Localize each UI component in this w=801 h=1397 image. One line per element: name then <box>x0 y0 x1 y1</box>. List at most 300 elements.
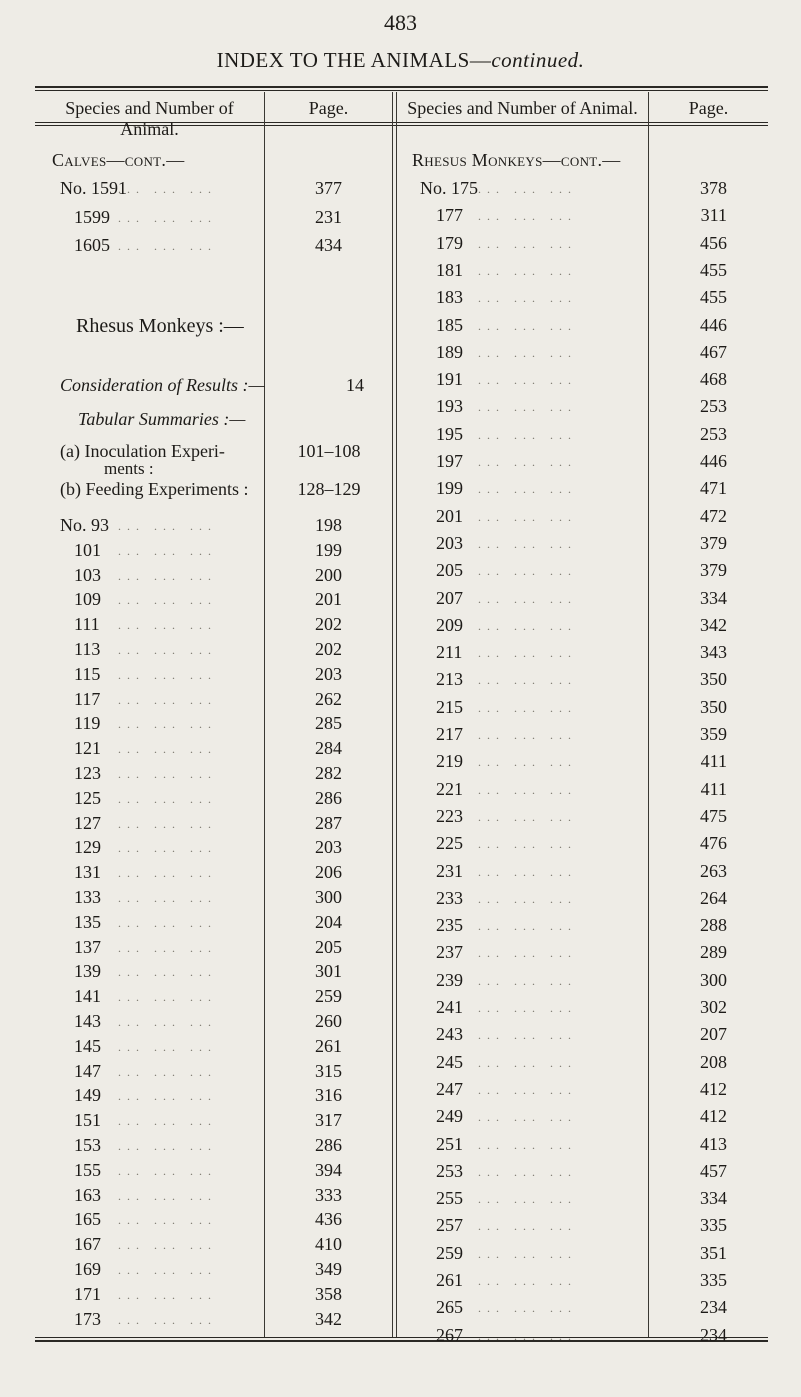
entry-page: 288 <box>700 915 727 936</box>
leader-dots: ... ... ... <box>478 564 577 579</box>
monkey-row <box>0 451 801 475</box>
leader-dots: ... ... ... <box>478 1274 577 1288</box>
entry-number: 243 <box>436 1024 463 1045</box>
leader-dots: ... ... ... <box>118 692 217 707</box>
entry-page: 285 <box>315 713 342 734</box>
entry-number: 225 <box>436 833 463 854</box>
feeding-page: 128–129 <box>297 479 361 499</box>
entry-number: 195 <box>436 423 463 444</box>
entry-page: 286 <box>315 787 342 808</box>
entry-page: 205 <box>315 936 342 957</box>
entry-number: 267 <box>436 1324 463 1345</box>
entry-page: 264 <box>700 887 727 908</box>
leader-dots: ... ... ... <box>118 519 217 533</box>
entry-number: 135 <box>74 911 101 932</box>
rhesus-monkeys-heading: Rhesus Monkeys :— <box>76 315 244 337</box>
entry-number: No. 175 <box>420 178 478 198</box>
entry-page: 263 <box>700 860 727 881</box>
entry-number: 189 <box>436 341 463 362</box>
monkey-row <box>0 178 801 202</box>
entry-number: 253 <box>436 1160 463 1181</box>
leader-dots: ... ... ... <box>118 667 217 682</box>
entry-page: 472 <box>700 505 727 526</box>
entry-number: 219 <box>436 751 463 772</box>
leader-dots: ... ... ... <box>478 700 577 715</box>
entry-number: 223 <box>436 805 463 826</box>
entry-number: 167 <box>74 1234 101 1255</box>
leader-dots: ... ... ... <box>478 1055 577 1070</box>
leader-dots: ... ... ... <box>478 618 577 633</box>
monkey-row <box>0 970 801 994</box>
consideration-page: 14 <box>346 375 364 395</box>
entry-page: 446 <box>700 451 727 471</box>
entry-number: 1605 <box>74 235 110 255</box>
entry-number: 109 <box>74 589 101 610</box>
leader-dots: ... ... ... <box>478 973 577 988</box>
monkey-row <box>0 260 801 284</box>
leader-dots: ... ... ... <box>478 373 577 388</box>
entry-page: 456 <box>700 232 727 253</box>
monkey-row <box>0 233 801 257</box>
entry-page: 200 <box>315 564 342 585</box>
page-number: 483 <box>384 10 417 35</box>
entry-number: 191 <box>436 369 463 390</box>
leader-dots: ... ... ... <box>478 782 577 797</box>
entry-number: 231 <box>436 860 463 881</box>
left-species-header: Species and Number of Animal. <box>65 98 234 139</box>
entry-page: 412 <box>700 1106 727 1127</box>
entry-page: 203 <box>315 837 342 858</box>
leader-dots: ... ... ... <box>118 1139 217 1153</box>
entry-number: 233 <box>436 887 463 908</box>
entry-page: 350 <box>700 696 727 717</box>
entry-page: 253 <box>700 423 727 444</box>
leader-dots: ... ... ... <box>118 182 217 196</box>
entry-number: 245 <box>436 1051 463 1072</box>
monkey-row <box>0 806 801 830</box>
entry-page: 412 <box>700 1078 727 1099</box>
entry-number: 207 <box>436 587 463 608</box>
entry-page: 287 <box>315 812 342 833</box>
monkey-row <box>0 1243 801 1267</box>
entry-page: 350 <box>700 669 727 690</box>
leader-dots: ... ... ... <box>478 673 577 688</box>
leader-dots: ... ... ... <box>478 318 577 333</box>
entry-page: 203 <box>315 663 342 684</box>
leader-dots: ... ... ... <box>478 1110 577 1125</box>
entry-page: 289 <box>700 942 727 963</box>
monkey-row <box>0 560 801 584</box>
entry-number: 201 <box>436 505 463 526</box>
leader-dots: ... ... ... <box>118 866 217 881</box>
entry-page: 300 <box>700 969 727 990</box>
leader-dots: ... ... ... <box>478 427 577 442</box>
leader-dots: ... ... ... <box>478 345 577 360</box>
monkey-row <box>0 205 801 229</box>
monkey-row <box>0 396 801 420</box>
leader-dots: ... ... ... <box>118 1064 217 1079</box>
leader-dots: ... ... ... <box>118 593 217 608</box>
entry-number: 139 <box>74 961 101 982</box>
entry-number: 151 <box>74 1110 101 1131</box>
monkey-row <box>0 424 801 448</box>
entry-page: 202 <box>315 639 342 659</box>
entry-page: 349 <box>315 1259 342 1279</box>
entry-number: 181 <box>436 259 463 280</box>
entry-page: 284 <box>315 738 342 759</box>
entry-page: 259 <box>315 986 342 1007</box>
monkey-row <box>0 1297 801 1321</box>
leader-dots: ... ... ... <box>478 919 577 934</box>
leader-dots: ... ... ... <box>118 717 217 732</box>
entry-number: 239 <box>436 969 463 990</box>
leader-dots: ... ... ... <box>118 1188 217 1203</box>
entry-number: 255 <box>436 1188 463 1209</box>
monkey-row <box>0 1024 801 1048</box>
entry-page: 468 <box>700 369 727 390</box>
leader-dots: ... ... ... <box>478 1246 577 1261</box>
leader-dots: ... ... ... <box>478 1301 577 1316</box>
leader-dots: ... ... ... <box>478 809 577 824</box>
entry-page: 476 <box>700 833 727 854</box>
entry-page: 208 <box>700 1051 727 1072</box>
entry-page: 455 <box>700 287 727 308</box>
left-page-header: Page. <box>308 98 349 118</box>
inoculation-page: 101–108 <box>297 441 361 461</box>
entry-number: 199 <box>436 478 463 499</box>
leader-dots: ... ... ... <box>118 1114 217 1129</box>
leader-dots: ... ... ... <box>478 509 577 524</box>
entry-number: 209 <box>436 614 463 635</box>
leader-dots: ... ... ... <box>478 946 577 961</box>
entry-number: 121 <box>74 738 101 759</box>
entry-number: 143 <box>74 1011 101 1031</box>
entry-page: 351 <box>700 1242 727 1263</box>
rhesus-cont-section-title: Rhesus Monkeys—cont.— <box>412 150 621 170</box>
top-rule-thin <box>35 90 768 91</box>
entry-number: 141 <box>74 986 101 1007</box>
entry-number: 153 <box>74 1135 101 1155</box>
entry-number: 211 <box>436 642 463 663</box>
entry-page: 379 <box>700 560 727 581</box>
monkey-row <box>0 369 801 393</box>
running-head-main: INDEX TO THE ANIMALS— <box>216 48 492 72</box>
entry-page: 234 <box>700 1297 727 1318</box>
monkey-row <box>0 1052 801 1076</box>
monkey-row <box>0 1079 801 1103</box>
entry-page: 410 <box>315 1234 342 1255</box>
entry-number: 111 <box>74 614 100 635</box>
leader-dots: ... ... ... <box>118 1263 217 1277</box>
entry-number: 119 <box>74 713 101 734</box>
entry-number: 177 <box>436 205 463 226</box>
entry-number: 133 <box>74 887 101 907</box>
entry-number: 125 <box>74 787 101 808</box>
entry-page: 333 <box>315 1184 342 1205</box>
monkey-row <box>0 861 801 885</box>
entry-number: 217 <box>436 724 463 744</box>
entry-number: 129 <box>74 837 101 858</box>
entry-page: 300 <box>315 887 342 907</box>
leader-dots: ... ... ... <box>478 1082 577 1097</box>
entry-number: 163 <box>74 1184 101 1205</box>
entry-page: 311 <box>700 205 727 226</box>
entry-page: 471 <box>700 478 727 499</box>
entry-page: 358 <box>315 1283 342 1304</box>
consideration-label: Consideration of Results :— <box>60 375 265 395</box>
entry-number: No. 1591 <box>60 178 127 198</box>
entry-number: 213 <box>436 669 463 690</box>
entry-number: 123 <box>74 763 101 783</box>
entry-number: 145 <box>74 1035 101 1056</box>
entry-page: 286 <box>315 1135 342 1155</box>
leader-dots: ... ... ... <box>118 1287 217 1302</box>
monkey-row <box>0 1106 801 1130</box>
leader-dots: ... ... ... <box>118 1213 217 1228</box>
monkey-row <box>0 533 801 557</box>
entry-number: 103 <box>74 564 101 585</box>
leader-dots: ... ... ... <box>478 837 577 852</box>
leader-dots: ... ... ... <box>478 1028 577 1043</box>
entry-page: 342 <box>315 1308 342 1329</box>
entry-page: 253 <box>700 396 727 417</box>
entry-page: 207 <box>700 1024 727 1045</box>
leader-dots: ... ... ... <box>478 236 577 251</box>
entry-page: 457 <box>700 1160 727 1181</box>
leader-dots: ... ... ... <box>118 1089 217 1104</box>
entry-page: 335 <box>700 1270 727 1290</box>
monkey-row <box>0 942 801 966</box>
right-species-header: Species and Number of Animal. <box>407 98 638 118</box>
leader-dots: ... ... ... <box>478 891 577 906</box>
entry-page: 359 <box>700 724 727 744</box>
leader-dots: ... ... ... <box>118 1312 217 1327</box>
entry-number: 131 <box>74 862 101 883</box>
entry-page: 260 <box>315 1011 342 1031</box>
leader-dots: ... ... ... <box>478 755 577 770</box>
entry-number: 117 <box>74 688 101 709</box>
leader-dots: ... ... ... <box>478 455 577 469</box>
entry-page: 231 <box>315 206 342 227</box>
monkey-row <box>0 1325 801 1349</box>
inoculation-label-cont: ments : <box>104 459 154 478</box>
monkey-row <box>0 833 801 857</box>
leader-dots: ... ... ... <box>118 816 217 831</box>
entry-number: 113 <box>74 639 101 659</box>
entry-page: 411 <box>700 778 727 799</box>
inoculation-label: (a) Inoculation Experi- <box>60 441 225 461</box>
entry-number: 137 <box>74 936 101 957</box>
entry-page: 202 <box>315 614 342 635</box>
entry-number: 221 <box>436 778 463 799</box>
leader-dots: ... ... ... <box>118 1238 217 1253</box>
entry-page: 261 <box>315 1035 342 1056</box>
entry-page: 378 <box>700 178 727 198</box>
entry-page: 335 <box>700 1215 727 1236</box>
entry-number: 241 <box>436 997 463 1017</box>
entry-number: 149 <box>74 1085 101 1106</box>
monkey-row <box>0 1215 801 1239</box>
entry-number: 249 <box>436 1106 463 1127</box>
entry-number: 101 <box>74 539 101 560</box>
leader-dots: ... ... ... <box>478 1328 577 1343</box>
leader-dots: ... ... ... <box>118 742 217 757</box>
leader-dots: ... ... ... <box>118 1039 217 1054</box>
leader-dots: ... ... ... <box>478 864 577 879</box>
leader-dots: ... ... ... <box>118 618 217 633</box>
entry-page: 198 <box>315 515 342 535</box>
entry-number: 251 <box>436 1133 463 1154</box>
entry-page: 199 <box>315 539 342 560</box>
right-page-header: Page. <box>688 98 729 118</box>
entry-number: No. 93 <box>60 515 109 535</box>
monkey-row <box>0 1188 801 1212</box>
entry-number: 165 <box>74 1209 101 1230</box>
entry-number: 205 <box>436 560 463 581</box>
entry-page: 413 <box>700 1133 727 1154</box>
leader-dots: ... ... ... <box>478 1001 577 1015</box>
entry-page: 411 <box>700 751 727 772</box>
monkey-row <box>0 1134 801 1158</box>
entry-number: 197 <box>436 451 463 471</box>
monkey-row <box>0 915 801 939</box>
entry-number: 215 <box>436 696 463 717</box>
monkey-row <box>0 888 801 912</box>
entry-number: 257 <box>436 1215 463 1236</box>
entry-page: 234 <box>700 1324 727 1345</box>
running-head <box>0 48 801 73</box>
entry-page: 201 <box>315 589 342 610</box>
leader-dots: ... ... ... <box>478 1164 577 1179</box>
leader-dots: ... ... ... <box>478 1192 577 1207</box>
entry-number: 169 <box>74 1259 101 1279</box>
monkey-row <box>0 779 801 803</box>
entry-page: 301 <box>315 961 342 982</box>
leader-dots: ... ... ... <box>478 646 577 661</box>
entry-number: 171 <box>74 1283 101 1304</box>
monkey-row <box>0 342 801 366</box>
entry-number: 1599 <box>74 206 110 227</box>
leader-dots: ... ... ... <box>118 841 217 856</box>
leader-dots: ... ... ... <box>478 728 577 742</box>
leader-dots: ... ... ... <box>478 263 577 278</box>
entry-number: 259 <box>436 1242 463 1263</box>
entry-page: 317 <box>315 1110 342 1131</box>
entry-page: 394 <box>315 1159 342 1180</box>
entry-page: 455 <box>700 259 727 280</box>
monkey-row <box>0 506 801 530</box>
entry-number: 247 <box>436 1078 463 1099</box>
entry-number: 127 <box>74 812 101 833</box>
entry-page: 316 <box>315 1085 342 1106</box>
entry-number: 261 <box>436 1270 463 1290</box>
monkey-row <box>0 315 801 339</box>
leader-dots: ... ... ... <box>118 767 217 781</box>
leader-dots: ... ... ... <box>118 940 217 955</box>
entry-page: 434 <box>315 235 342 255</box>
leader-dots: ... ... ... <box>118 568 217 583</box>
entry-number: 265 <box>436 1297 463 1318</box>
entry-number: 235 <box>436 915 463 936</box>
entry-number: 193 <box>436 396 463 417</box>
entry-page: 436 <box>315 1209 342 1230</box>
entry-number: 115 <box>74 663 101 684</box>
leader-dots: ... ... ... <box>478 400 577 415</box>
entry-page: 282 <box>315 763 342 783</box>
entry-page: 334 <box>700 1188 727 1209</box>
leader-dots: ... ... ... <box>118 965 217 980</box>
leader-dots: ... ... ... <box>118 210 217 225</box>
entry-page: 342 <box>700 614 727 635</box>
monkey-row <box>0 669 801 693</box>
leader-dots: ... ... ... <box>118 915 217 930</box>
feeding-label: (b) Feeding Experiments : <box>60 479 249 499</box>
leader-dots: ... ... ... <box>118 891 217 905</box>
entry-number: 179 <box>436 232 463 253</box>
entry-page: 204 <box>315 911 342 932</box>
monkey-row <box>0 478 801 502</box>
monkey-row <box>0 642 801 666</box>
leader-dots: ... ... ... <box>478 536 577 551</box>
tabular-summaries-label: Tabular Summaries :— <box>78 409 246 429</box>
leader-dots: ... ... ... <box>118 239 217 253</box>
leader-dots: ... ... ... <box>478 591 577 606</box>
entry-page: 446 <box>700 314 727 335</box>
leader-dots: ... ... ... <box>478 1137 577 1152</box>
monkey-row <box>0 287 801 311</box>
monkey-row <box>0 1270 801 1294</box>
monkey-row <box>0 615 801 639</box>
leader-dots: ... ... ... <box>118 791 217 806</box>
entry-page: 467 <box>700 341 727 362</box>
entry-number: 183 <box>436 287 463 308</box>
entry-number: 155 <box>74 1159 101 1180</box>
entry-page: 262 <box>315 688 342 709</box>
leader-dots: ... ... ... <box>478 1219 577 1234</box>
entry-page: 315 <box>315 1060 342 1081</box>
running-head-italic: continued. <box>491 48 585 72</box>
leader-dots: ... ... ... <box>118 1015 217 1029</box>
entry-page: 206 <box>315 862 342 883</box>
entry-page: 334 <box>700 587 727 608</box>
entry-number: 203 <box>436 532 463 553</box>
entry-number: 173 <box>74 1308 101 1329</box>
entry-page: 377 <box>315 178 342 198</box>
monkey-row <box>0 751 801 775</box>
entry-page: 343 <box>700 642 727 663</box>
leader-dots: ... ... ... <box>118 990 217 1005</box>
leader-dots: ... ... ... <box>478 482 577 497</box>
entry-number: 237 <box>436 942 463 963</box>
monkey-row <box>0 588 801 612</box>
entry-number: 185 <box>436 314 463 335</box>
leader-dots: ... ... ... <box>478 182 577 196</box>
leader-dots: ... ... ... <box>118 543 217 558</box>
leader-dots: ... ... ... <box>478 291 577 306</box>
entry-page: 302 <box>700 997 727 1017</box>
leader-dots: ... ... ... <box>118 643 217 657</box>
entry-number: 147 <box>74 1060 101 1081</box>
monkey-row <box>0 997 801 1021</box>
entry-page: 475 <box>700 805 727 826</box>
monkey-row <box>0 697 801 721</box>
entry-page: 379 <box>700 532 727 553</box>
calves-section-title: Calves—cont.— <box>52 150 185 170</box>
leader-dots: ... ... ... <box>478 209 577 224</box>
leader-dots: ... ... ... <box>118 1163 217 1178</box>
top-rule <box>35 86 768 88</box>
monkey-row <box>0 1161 801 1185</box>
